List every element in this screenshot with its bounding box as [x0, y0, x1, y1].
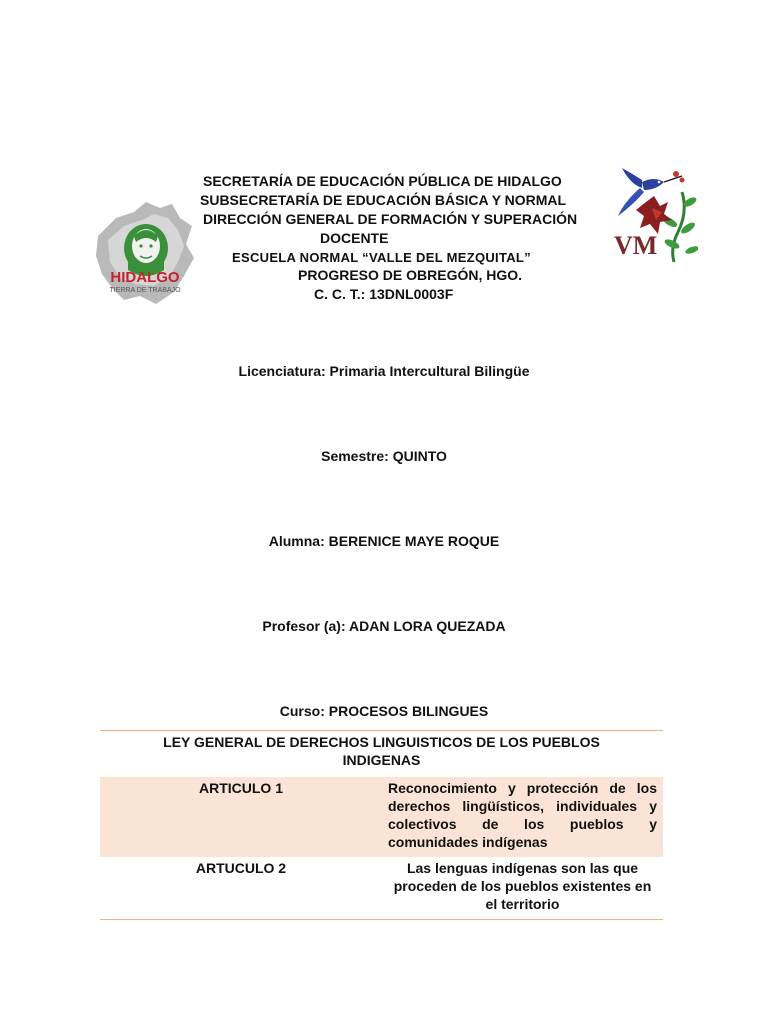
alumna-line: Alumna: BERENICE MAYE ROQUE	[268, 533, 500, 549]
profesor-line: Profesor (a): ADAN LORA QUEZADA	[262, 618, 506, 634]
vm-initials: VM	[614, 231, 658, 260]
header-direccion: DIRECCIÓN GENERAL DE FORMACIÓN Y SUPERACIÓN	[203, 211, 578, 227]
header-secretaria: SECRETARÍA DE EDUCACIÓN PÚBLICA DE HIDALGO	[203, 173, 562, 189]
hidalgo-state-logo	[94, 196, 196, 306]
article-label: ARTICULO 1	[199, 780, 283, 796]
header-escuela: ESCUELA NORMAL “VALLE DEL MEZQUITAL”	[232, 250, 531, 265]
header-subsecretaria: SUBSECRETARÍA DE EDUCACIÓN BÁSICA Y NORMAL	[200, 192, 567, 208]
ley-table	[100, 730, 663, 920]
header-cct: C. C. T.: 13DNL0003F	[314, 286, 454, 302]
table-row	[100, 857, 663, 920]
table-title: LEY GENERAL DE DERECHOS LINGUISTICOS DE LOS PUEBLOS INDIGENAS	[100, 730, 663, 777]
header-docente: DOCENTE	[320, 230, 389, 246]
article-text: Las lenguas indígenas son las que proceden de los pueblos existentes en el territorio	[393, 860, 652, 912]
hummingbird-flower-logo	[612, 162, 698, 264]
article-label: ARTUCULO 2	[195, 860, 287, 876]
curso-line: Curso: PROCESOS BILINGUES	[279, 703, 489, 719]
hidalgo-logo-tagline: TIERRA DE TRABAJO	[109, 287, 181, 294]
hidalgo-logo-text: HIDALGO	[110, 269, 180, 286]
article-text: Reconocimiento y protección de los derechos lingüísticos, individuales y colectivos de los pueblos y comunidades indígenas	[388, 780, 657, 850]
table-row	[100, 777, 663, 857]
header-ubicacion: PROGRESO DE OBREGÓN, HGO.	[298, 267, 523, 283]
semestre-line: Semestre: QUINTO	[321, 448, 447, 464]
licenciatura-line: Licenciatura: Primaria Intercultural Bilingüe	[238, 363, 530, 379]
